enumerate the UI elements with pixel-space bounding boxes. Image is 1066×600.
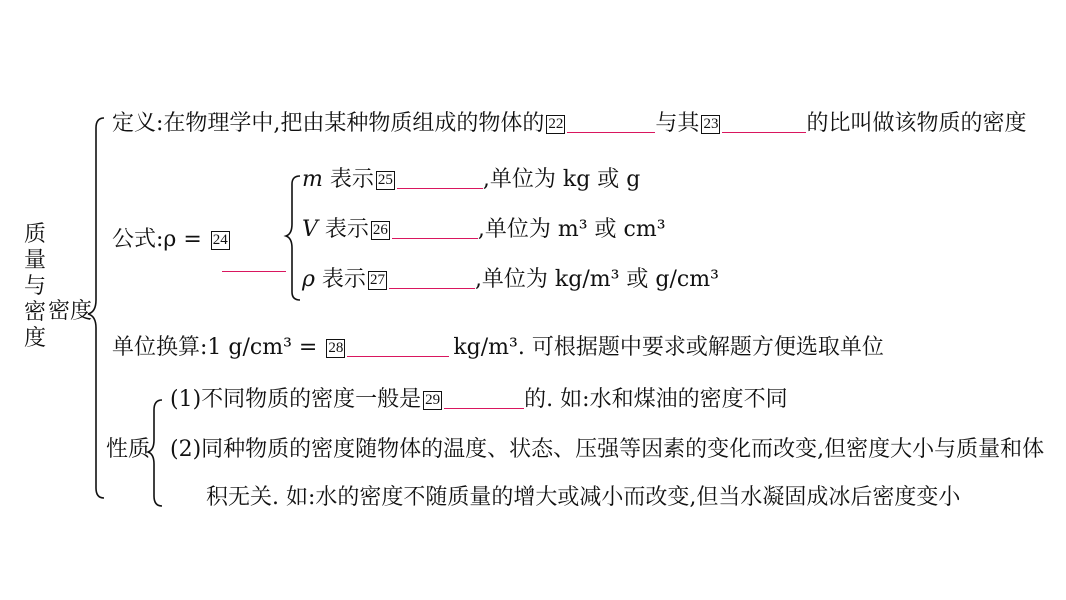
answer-blank[interactable] — [444, 407, 524, 409]
definition-suffix: 的比叫做该物质的密度 — [806, 111, 1027, 136]
blank-number: 29 — [425, 392, 441, 408]
property-item-2-line-2: 积无关. 如:水的密度不随质量的增大或减小而改变,但当水凝固成冰后密度变小 — [206, 485, 961, 510]
property-item-1 — [170, 386, 788, 414]
unit-text: ,单位为 m³ 或 cm³ — [477, 217, 666, 242]
item-text: 表示 — [317, 217, 369, 242]
title-char: 度 — [24, 326, 47, 351]
conversion-suffix: kg/m³. 可根据题中要求或解题方便选取单位 — [453, 335, 884, 360]
blank-number: 27 — [369, 272, 385, 288]
property-item1-suffix: 的. 如:水和煤油的密度不同 — [524, 387, 788, 412]
item-text: 表示 — [314, 267, 366, 292]
definition-prefix: 定义:在物理学中,把由某种物质组成的物体的 — [112, 111, 545, 136]
property-item-2-line-1: (2)同种物质的密度随物体的温度、状态、压强等因素的变化而改变,但密度大小与质量和体 — [170, 437, 1045, 462]
symbol: ρ — [302, 267, 315, 292]
title-char: 密 — [24, 300, 47, 325]
item-text: 表示 — [322, 167, 374, 192]
property-label: 性质 — [106, 437, 151, 462]
blank-number: 23 — [703, 116, 719, 132]
title-char: 量 — [24, 248, 47, 273]
blank-number: 26 — [372, 222, 388, 238]
conversion-prefix: 单位换算:1 g/cm³ = — [112, 335, 325, 360]
formula-label: 公式:ρ = — [112, 227, 209, 252]
title-char: 与 — [24, 274, 47, 299]
unit-text: ,单位为 kg 或 g — [482, 167, 641, 192]
property-item1-prefix: (1)不同物质的密度一般是 — [170, 387, 422, 412]
definition-middle: 与其 — [655, 111, 700, 136]
title-char: 质 — [24, 222, 47, 247]
symbol: m — [302, 167, 323, 192]
symbol: V — [302, 217, 318, 242]
blank-number: 25 — [377, 172, 393, 188]
blank-number: 24 — [212, 232, 228, 248]
title-tail: 密度 — [48, 299, 93, 324]
blank-number: 22 — [548, 116, 564, 132]
blank-number: 28 — [328, 340, 344, 356]
unit-text: ,单位为 kg/m³ 或 g/cm³ — [474, 267, 719, 292]
